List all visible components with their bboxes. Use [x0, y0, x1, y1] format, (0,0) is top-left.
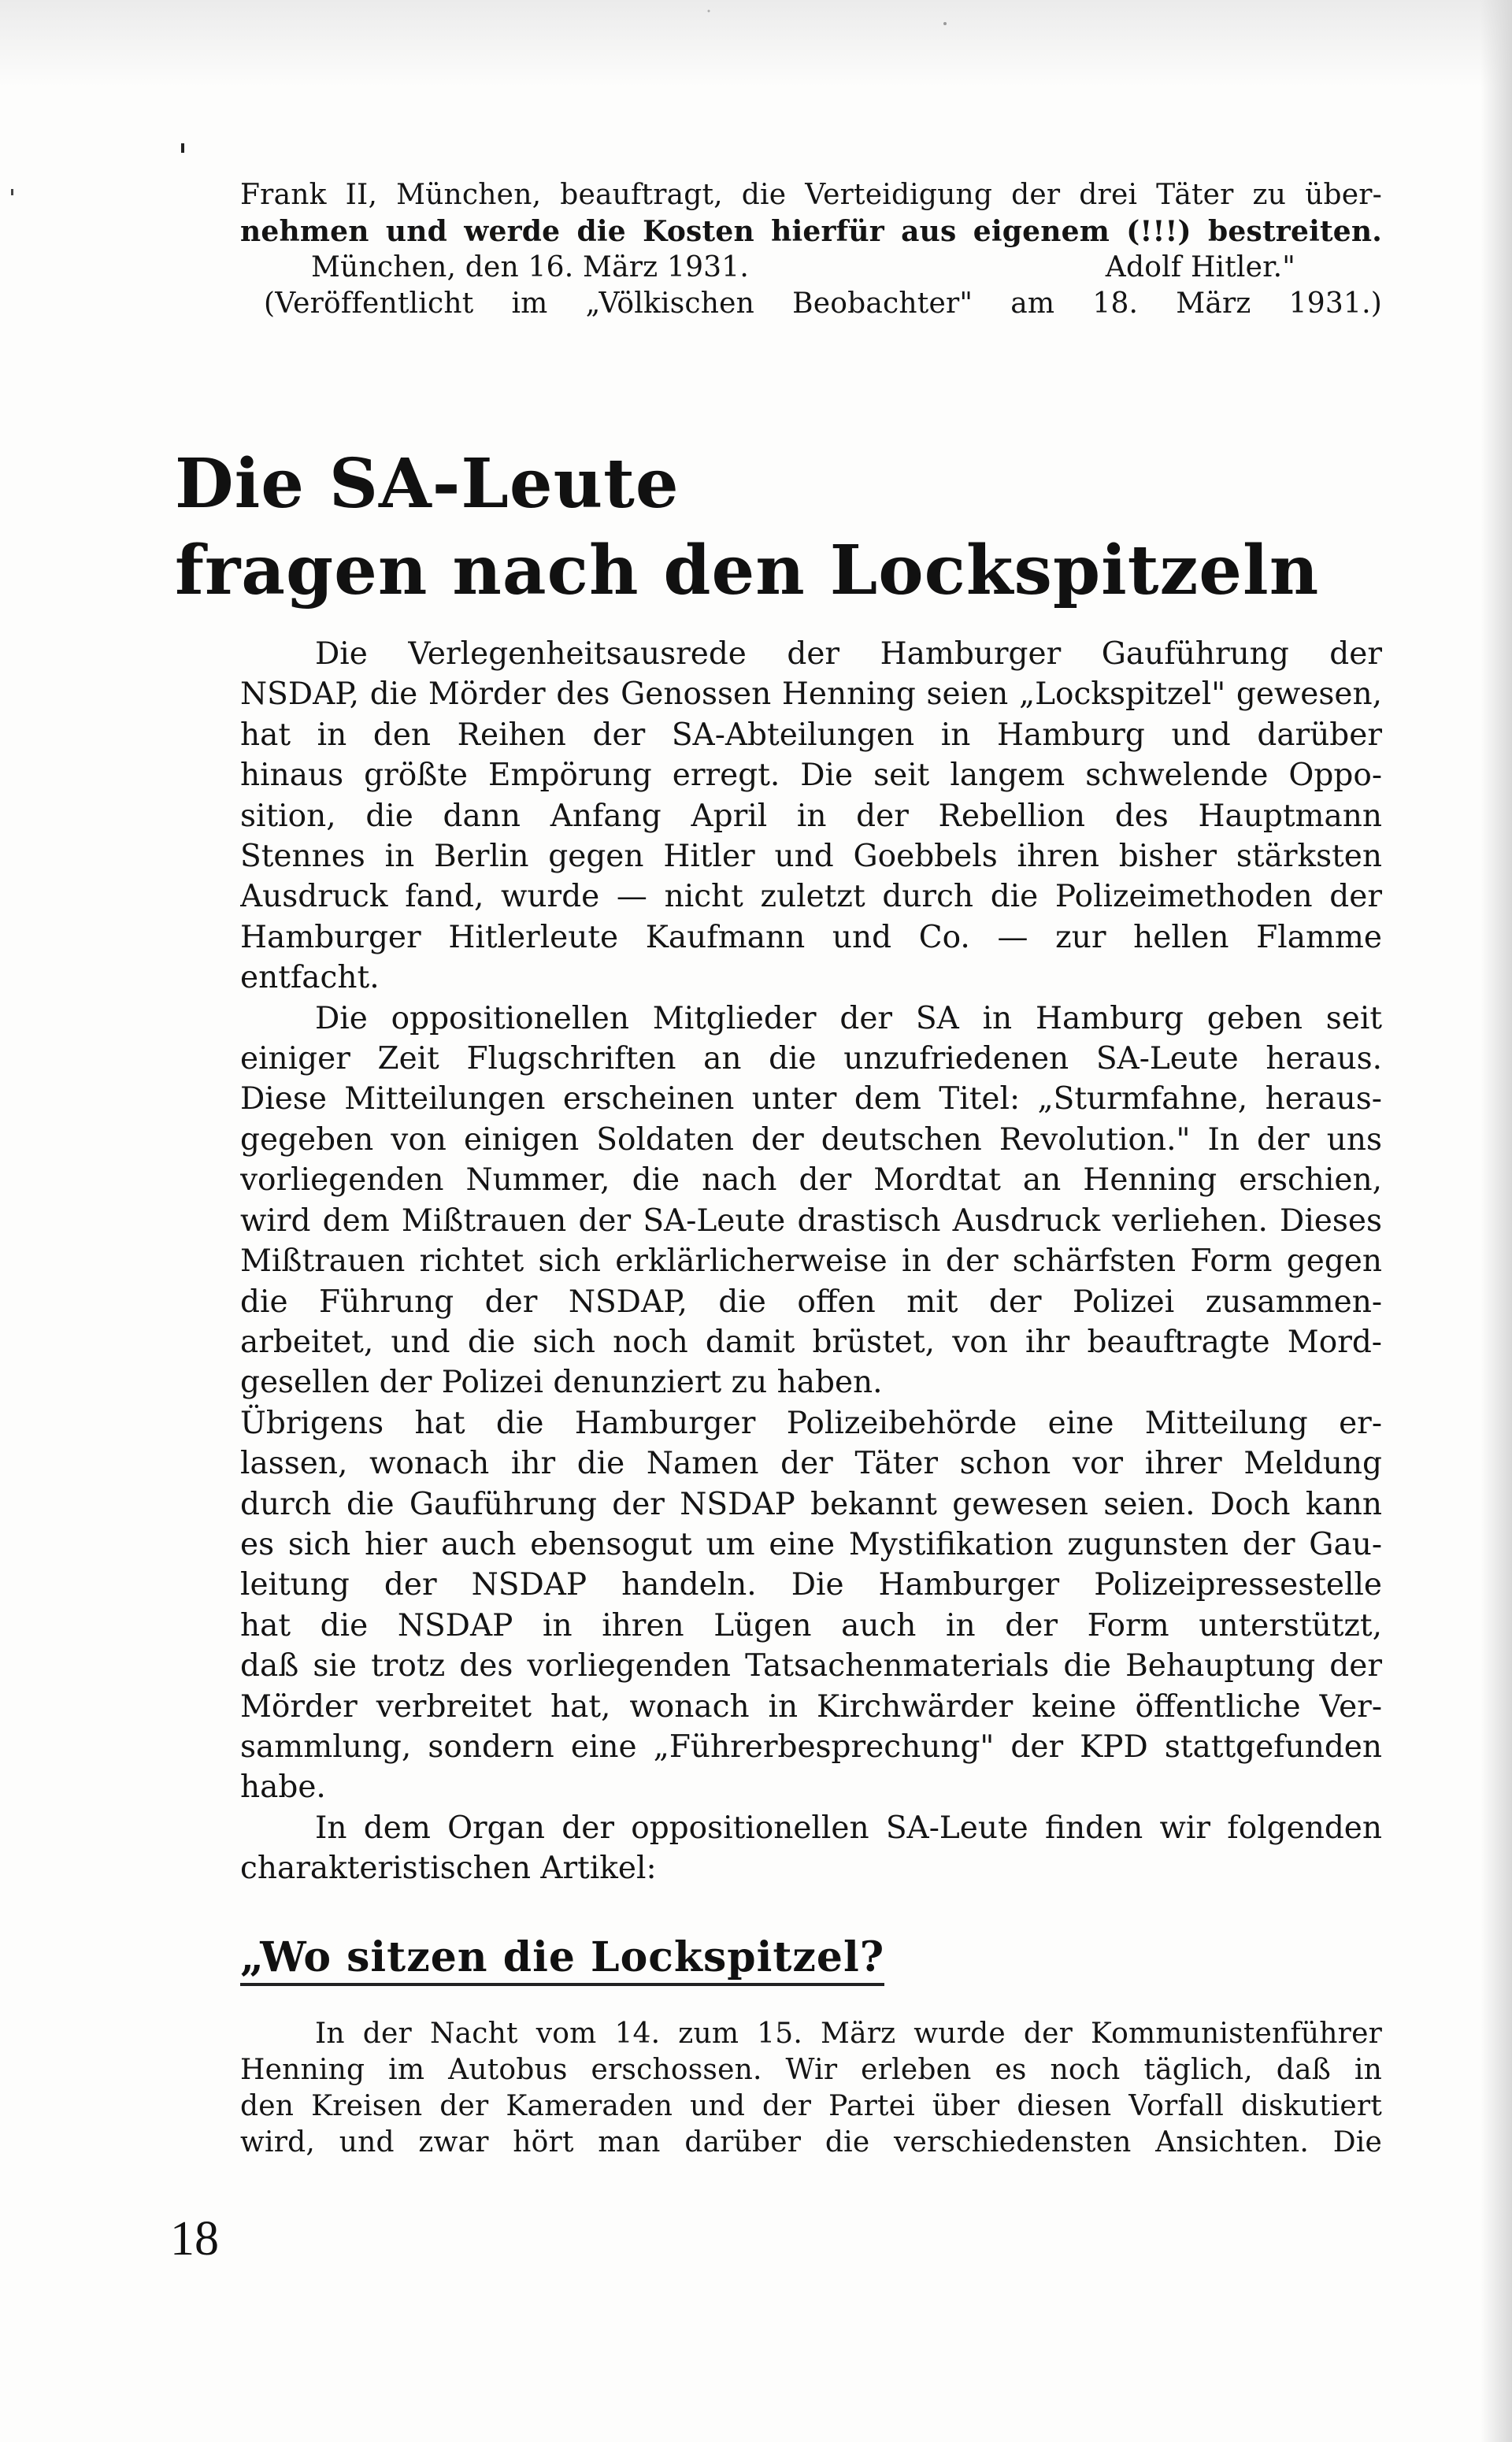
text-line: den Kreisen der Kameraden und der Partei über diesen Vorfall diskutiert	[240, 2090, 1382, 2122]
text-line: In dem Organ der oppositionellen SA-Leute finden wir folgenden	[315, 1810, 1382, 1846]
text-line: sition, die dann Anfang April in der Rebellion des Hauptmann	[240, 798, 1382, 834]
quote-line-2: nehmen und werde die Kosten hierfür aus eigenem (!!!) bestreiten.	[240, 215, 1382, 248]
text-line: Mörder verbreitet hat, wonach in Kirchwärder keine öffentliche Ver-	[240, 1688, 1382, 1725]
text-line: Die oppositionellen Mitglieder der SA in Hamburg geben seit	[315, 1000, 1382, 1036]
text-line: es sich hier auch ebensogut um eine Mystifikation zugunsten der Gau-	[240, 1526, 1382, 1562]
article-body	[240, 634, 1382, 1889]
text-line: Diese Mitteilungen erscheinen unter dem Titel: „Sturmfahne, heraus-	[240, 1081, 1382, 1117]
text-line: Übrigens hat die Hamburger Polizeibehörde eine Mitteilung er-	[240, 1405, 1382, 1441]
text-line: entfacht.	[240, 960, 380, 996]
quote-signature-row	[240, 250, 1382, 286]
headline-line-1: Die SA-Leute	[175, 444, 680, 524]
text-line: sammlung, sondern eine „Führerbesprechung" der KPD stattgefunden	[240, 1729, 1382, 1765]
paragraph-3	[240, 1403, 1382, 1808]
text-line: In der Nacht vom 14. zum 15. März wurde der Kommunistenführer	[315, 2018, 1382, 2050]
quoted-article	[240, 2016, 1382, 2161]
text-line: Mißtrauen richtet sich erklärlicherweise in der schärfsten Form gegen	[240, 1243, 1382, 1280]
text-line: die Führung der NSDAP, die offen mit der Polizei zusammen-	[240, 1284, 1382, 1320]
text-line: Ausdruck fand, wurde — nicht zuletzt durch die Polizeimethoden der	[240, 879, 1382, 915]
text-line: vorliegenden Nummer, die nach der Mordtat an Henning erschien,	[240, 1162, 1382, 1199]
quote-source: (Veröffentlicht im „Völkischen Beobachter" am 18. März 1931.)	[264, 287, 1382, 320]
top-quote	[240, 177, 1382, 322]
text-line: wird dem Mißtrauen der SA-Leute drastisch Ausdruck verliehen. Dieses	[240, 1202, 1382, 1239]
text-line: Stennes in Berlin gegen Hitler und Goebbels ihren bisher stärksten	[240, 839, 1382, 875]
quote-signature: Adolf Hitler."	[1105, 251, 1295, 283]
paragraph-4	[240, 1808, 1382, 1889]
text-line: hat in den Reihen der SA-Abteilungen in Hamburg und darüber	[240, 717, 1382, 753]
text-line: einiger Zeit Flugschriften an die unzufriedenen SA-Leute heraus.	[240, 1041, 1382, 1077]
paragraph-2	[240, 999, 1382, 1403]
text-line: Hamburger Hitlerleute Kaufmann und Co. — zur hellen Flamme	[240, 919, 1382, 955]
headline-line-2: fragen nach den Lockspitzeln	[175, 531, 1320, 610]
text-line: Die Verlegenheitsausrede der Hamburger Gauführung der	[315, 636, 1382, 672]
paragraph-1	[240, 634, 1382, 999]
text-line: hat die NSDAP in ihren Lügen auch in der Form unterstützt,	[240, 1607, 1382, 1643]
text-line: wird, und zwar hört man darüber die verschiedensten Ansichten. Die	[240, 2126, 1382, 2159]
text-line: leitung der NSDAP handeln. Die Hamburger Polizeipressestelle	[240, 1567, 1382, 1603]
text-line: gesellen der Polizei denunziert zu haben.	[240, 1365, 883, 1401]
text-line: gegeben von einigen Soldaten der deutschen Revolution." In der uns	[240, 1121, 1382, 1158]
text-line: hinaus größte Empörung erregt. Die seit langem schwelende Oppo-	[240, 758, 1382, 794]
article-headline	[175, 441, 1320, 614]
quote-line-1: Frank II, München, beauftragt, die Verteidigung der drei Täter zu über-	[240, 179, 1382, 211]
text-line: lassen, wonach ihr die Namen der Täter schon vor ihrer Meldung	[240, 1446, 1382, 1482]
article-subheading: „Wo sitzen die Lockspitzel?	[240, 1933, 884, 1986]
text-line: NSDAP, die Mörder des Genossen Henning seien „Lockspitzel" gewesen,	[240, 676, 1382, 713]
text-line: arbeitet, und die sich noch damit brüstet, von ihr beauftragte Mord-	[240, 1324, 1382, 1360]
text-line: daß sie trotz des vorliegenden Tatsachenmaterials die Behauptung der	[240, 1648, 1382, 1684]
text-line: durch die Gauführung der NSDAP bekannt gewesen seien. Doch kann	[240, 1486, 1382, 1522]
page-number: 18	[170, 2212, 219, 2266]
quote-date: München, den 16. März 1931.	[311, 251, 750, 283]
text-line: charakteristischen Artikel:	[240, 1851, 657, 1887]
text-line: habe.	[240, 1769, 326, 1806]
text-line: Henning im Autobus erschossen. Wir erleben es noch täglich, daß in	[240, 2054, 1382, 2086]
